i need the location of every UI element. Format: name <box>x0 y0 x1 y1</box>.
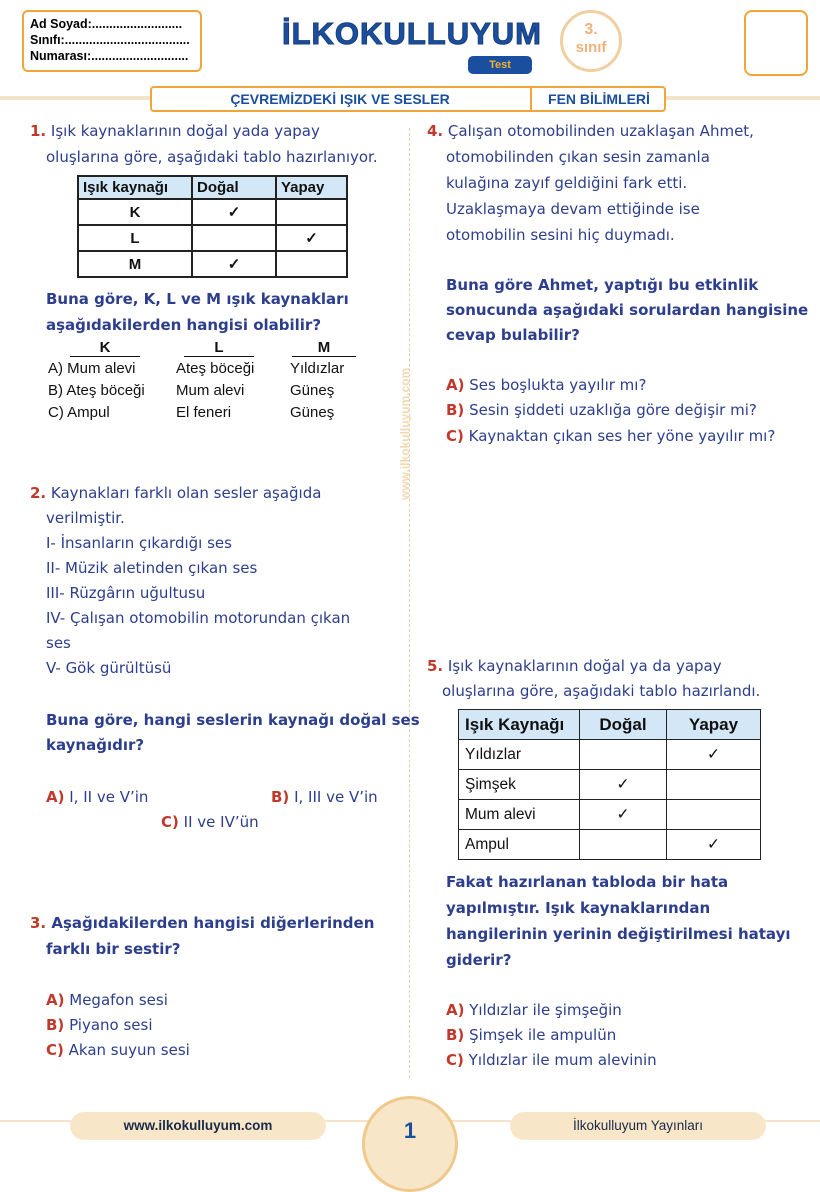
option-b-m: Güneş <box>290 382 335 399</box>
option-text: Ses boşlukta yayılır mı? <box>469 376 647 394</box>
q4-option-b[interactable] <box>446 398 757 424</box>
q2-item-1: I- İnsanların çıkardığı ses <box>46 534 232 552</box>
q1-th-source: Işık kaynağı <box>78 176 192 199</box>
option-text: Yıldızlar ile şimşeğin <box>469 1001 622 1019</box>
subject-title: FEN BİLİMLERİ <box>548 91 650 107</box>
option-label: C) <box>446 427 464 445</box>
option-label: B) <box>446 401 465 419</box>
option-text: Kaynaktan çıkan ses her yöne yayılır mı? <box>468 427 776 445</box>
check-icon: ✓ <box>667 830 761 860</box>
table-cell <box>276 199 347 225</box>
check-icon: ✓ <box>192 199 276 225</box>
q5-option-b[interactable] <box>446 1023 616 1049</box>
option-label: C) <box>446 1051 464 1069</box>
option-b-k[interactable]: B) Ateş böceği <box>48 382 145 399</box>
q5-text-2: oluşlarına göre, aşağıdaki tablo hazırlandı. <box>442 682 761 700</box>
q3-line-1 <box>30 911 374 937</box>
q4-text-5: otomobilin sesini hiç duymadı. <box>446 226 675 244</box>
table-cell <box>667 770 761 800</box>
option-c-m: Güneş <box>290 404 335 421</box>
q5-th-source: Işık Kaynağı <box>459 710 580 740</box>
q3-option-b[interactable] <box>46 1013 153 1039</box>
q3-option-a[interactable] <box>46 988 168 1014</box>
page-number: 1 <box>403 1118 417 1143</box>
option-label: B) <box>46 1016 65 1034</box>
q1-question-2: aşağıdakilerden hangisi olabilir? <box>46 316 322 334</box>
q4-line-1 <box>427 119 754 145</box>
q3-number: 3. <box>30 914 47 932</box>
q2-option-c[interactable] <box>161 810 259 836</box>
option-text: Akan suyun sesi <box>68 1041 190 1059</box>
site-logo: İLKOKULLUYUM <box>282 16 542 51</box>
option-text: Piyano sesi <box>69 1016 153 1034</box>
option-a-k[interactable]: A) Mum alevi <box>48 360 136 377</box>
option-label: A) <box>446 376 465 394</box>
column-divider <box>409 128 410 1078</box>
q2-line-1 <box>30 481 321 507</box>
q1-question-1: Buna göre, K, L ve M ışık kaynakları <box>46 290 349 308</box>
option-label: B) <box>446 1026 465 1044</box>
q4-text-4: Uzaklaşmaya devam ettiğinde ise <box>446 200 700 218</box>
option-text: Megafon sesi <box>69 991 168 1009</box>
grade-number: 3. <box>584 21 598 38</box>
q5-th-artificial: Yapay <box>667 710 761 740</box>
q4-question-1: Buna göre Ahmet, yaptığı bu etkinlik <box>446 276 759 294</box>
grade-word: sınıf <box>575 39 607 56</box>
q1-table <box>77 175 348 278</box>
q2-number: 2. <box>30 484 47 502</box>
option-c-k[interactable]: C) Ampul <box>48 404 110 421</box>
footer-publisher: İlkokulluyum Yayınları <box>510 1112 766 1140</box>
option-label: C) <box>46 1041 64 1059</box>
q4-option-a[interactable] <box>446 373 646 399</box>
q2-option-a[interactable] <box>46 785 148 811</box>
number-line: Numarası:............................ <box>30 49 189 63</box>
table-cell: K <box>78 199 192 225</box>
q5-option-a[interactable] <box>446 998 622 1024</box>
q5-question-3: hangilerinin yerinin değiştirilmesi hatayı <box>446 925 791 943</box>
q2-question-2: kaynağıdır? <box>46 736 145 754</box>
option-text: Yıldızlar ile mum alevinin <box>468 1051 657 1069</box>
option-label: B) <box>271 788 290 806</box>
option-label: A) <box>46 991 65 1009</box>
option-label: C) <box>161 813 179 831</box>
option-text: Sesin şiddeti uzaklığa göre değişir mi? <box>469 401 757 419</box>
q3-question-1: Aşağıdakilerden hangisi diğerlerinden <box>51 914 375 932</box>
q2-item-4-cont: ses <box>46 634 71 652</box>
test-badge: Test <box>468 56 532 74</box>
table-cell <box>580 830 667 860</box>
q2-question-1: Buna göre, hangi seslerin kaynağı doğal ses <box>46 711 420 729</box>
q4-text-2: otomobilinden çıkan sesin zamanla <box>446 148 710 166</box>
check-icon: ✓ <box>192 251 276 277</box>
q5-number: 5. <box>427 657 444 675</box>
option-text: II ve IV’ün <box>183 813 259 831</box>
q1-line-1 <box>30 119 320 145</box>
q2-option-b[interactable] <box>271 785 378 811</box>
q2-item-4: IV- Çalışan otomobilin motorundan çıkan <box>46 609 351 627</box>
q3-question-2: farklı bir sestir? <box>46 940 181 958</box>
q1-th-natural: Doğal <box>192 176 276 199</box>
q5-option-c[interactable] <box>446 1048 657 1074</box>
q5-table <box>458 709 761 860</box>
check-icon: ✓ <box>667 740 761 770</box>
q5-question-1: Fakat hazırlanan tabloda bir hata <box>446 873 729 891</box>
option-text: Şimşek ile ampulün <box>469 1026 617 1044</box>
grade-badge <box>560 10 622 72</box>
q4-number: 4. <box>427 122 444 140</box>
q2-text-2: verilmiştir. <box>46 509 125 527</box>
table-cell: Mum alevi <box>459 800 580 830</box>
table-cell: L <box>78 225 192 251</box>
option-label: A) <box>446 1001 465 1019</box>
q5-text-1: Işık kaynaklarının doğal ya da yapay <box>447 657 722 675</box>
name-line: Ad Soyad:.......................... <box>30 17 183 31</box>
table-cell: M <box>78 251 192 277</box>
option-label: A) <box>46 788 65 806</box>
option-text: I, III ve V’in <box>294 788 378 806</box>
option-a-m: Yıldızlar <box>290 360 345 377</box>
q4-option-c[interactable] <box>446 424 775 450</box>
q2-item-5: V- Gök gürültüsü <box>46 659 172 677</box>
class-line: Sınıfı:.................................... <box>30 33 190 47</box>
q1-text-1: Işık kaynaklarının doğal yada yapay <box>50 122 320 140</box>
q5-question-4: giderir? <box>446 951 512 969</box>
q5-th-natural: Doğal <box>580 710 667 740</box>
q2-text-1: Kaynakları farklı olan sesler aşağıda <box>50 484 322 502</box>
score-box <box>744 10 808 76</box>
option-a-l: Ateş böceği <box>176 360 255 377</box>
table-cell <box>667 800 761 830</box>
watermark: www.ilkokulluyum.com <box>398 367 412 500</box>
table-cell: Ampul <box>459 830 580 860</box>
table-cell: Yıldızlar <box>459 740 580 770</box>
table-cell <box>580 740 667 770</box>
q4-text-3: kulağına zayıf geldiğini fark etti. <box>446 174 688 192</box>
student-info-box <box>22 10 202 72</box>
opt-header-l: L <box>184 340 254 357</box>
q1-text-2: oluşlarına göre, aşağıdaki tablo hazırlanıyor. <box>46 148 378 166</box>
option-c-l: El feneri <box>176 404 232 421</box>
footer-website-link[interactable]: www.ilkokulluyum.com <box>70 1112 326 1140</box>
page-number-bubble <box>362 1096 458 1192</box>
option-b-l: Mum alevi <box>176 382 245 399</box>
q3-option-c[interactable] <box>46 1038 190 1064</box>
q4-question-2: sonucunda aşağıdaki sorulardan hangisine <box>446 301 809 319</box>
table-cell <box>276 251 347 277</box>
opt-header-k: K <box>70 340 140 357</box>
q5-line-1 <box>427 654 722 680</box>
opt-header-m: M <box>292 340 356 357</box>
check-icon: ✓ <box>276 225 347 251</box>
unit-title: ÇEVREMİZDEKİ IŞIK VE SESLER <box>230 91 450 107</box>
table-cell <box>192 225 276 251</box>
check-icon: ✓ <box>580 770 667 800</box>
q5-question-2: yapılmıştır. Işık kaynaklarından <box>446 899 711 917</box>
option-text: I, II ve V’in <box>69 788 149 806</box>
q4-question-3: cevap bulabilir? <box>446 326 580 344</box>
q1-th-artificial: Yapay <box>276 176 347 199</box>
q2-item-2: II- Müzik aletinden çıkan ses <box>46 559 258 577</box>
table-cell: Şimşek <box>459 770 580 800</box>
q1-number: 1. <box>30 122 47 140</box>
q4-text-1: Çalışan otomobilinden uzaklaşan Ahmet, <box>447 122 754 140</box>
q2-item-3: III- Rüzgârın uğultusu <box>46 584 206 602</box>
check-icon: ✓ <box>580 800 667 830</box>
